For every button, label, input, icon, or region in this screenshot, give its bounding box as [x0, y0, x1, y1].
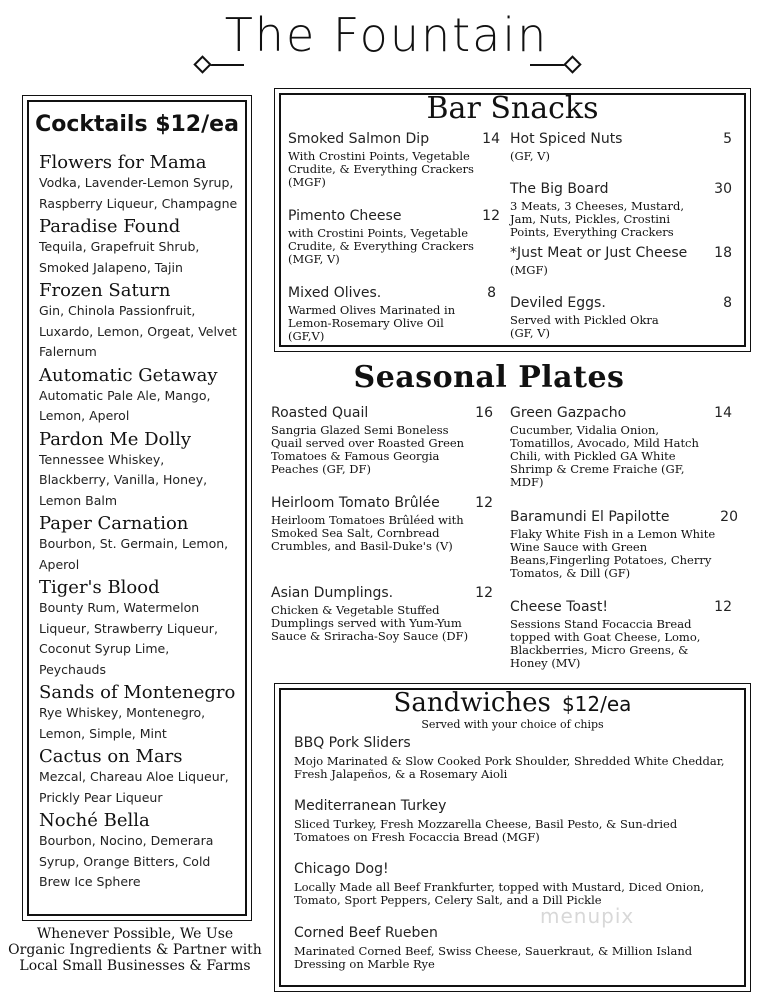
cocktail-item — [39, 810, 239, 893]
item-description: Served with Pickled Okra (GF, V) — [510, 313, 659, 340]
item-description: Mojo Marinated & Slow Cooked Pork Shoulder, Shredded White Cheddar, Fresh Jalapeños, & a Rosemary Aioli — [294, 754, 725, 781]
cocktail-item — [39, 152, 239, 214]
cocktail-description: Tequila, Grapefruit Shrub, Smoked Jalapeno, Tajin — [39, 239, 200, 275]
item-description: (MGF) — [510, 263, 548, 277]
item-price: 14 — [482, 131, 500, 147]
cocktail-description: Rye Whiskey, Montenegro, Lemon, Simple, Mint — [39, 705, 206, 741]
snack-item — [510, 131, 732, 163]
item-name: Roasted Quail — [271, 405, 369, 421]
item-price: 12 — [475, 585, 493, 601]
cocktail-description: Tennessee Whiskey, Blackberry, Vanilla, Honey, Lemon Balm — [39, 451, 208, 508]
item-price: 14 — [714, 405, 732, 421]
cocktails-title: Cocktails $12/ea — [35, 112, 239, 137]
item-price: 18 — [714, 245, 732, 261]
cocktail-description: Bourbon, Nocino, Demerara Syrup, Orange Bitters, Cold Brew Ice Sphere — [39, 833, 214, 889]
sandwiches-price: $12/ea — [561, 692, 632, 716]
item-description: With Crostini Points, Vegetable Crudite, & Everything Crackers (MGF) — [288, 149, 474, 189]
item-price: 5 — [723, 131, 732, 147]
cocktail-item — [39, 365, 239, 427]
cocktail-description: Automatic Pale Ale, Mango, Lemon, Aperol — [39, 387, 211, 423]
cocktail-name: Cactus on Mars — [39, 746, 183, 767]
item-price: 16 — [475, 405, 493, 421]
cocktail-item — [39, 682, 239, 744]
item-name: Smoked Salmon Dip — [288, 131, 430, 147]
sandwiches-subtitle: Served with your choice of chips — [421, 718, 604, 731]
snack-item — [510, 181, 732, 239]
cocktail-name: Automatic Getaway — [39, 364, 218, 386]
item-name: Green Gazpacho — [510, 405, 627, 421]
item-name: Baramundi El Papilotte — [510, 509, 670, 525]
item-description: Marinated Corned Beef, Swiss Cheese, Sauerkraut, & Million Island Dressing on Marble Rye — [294, 944, 693, 971]
item-description: Sliced Turkey, Fresh Mozzarella Cheese, Basil Pesto, & Sun-dried Tomatoes on Fresh Focaccia Bread (MGF) — [294, 817, 678, 844]
sourcing-note — [0, 926, 270, 974]
cocktail-description: Bounty Rum, Watermelon Liqueur, Strawberry Liqueur, Coconut Syrup Lime, Peychauds — [39, 600, 218, 677]
item-price: 8 — [723, 295, 732, 311]
plate-item — [271, 405, 493, 476]
sandwich-item — [294, 798, 734, 844]
item-price: 20 — [720, 509, 738, 525]
snack-item — [288, 208, 500, 266]
item-description: Heirloom Tomatoes Brûléed with Smoked Sea Salt, Cornbread Crumbles, and Basil-Duke's (V) — [271, 513, 464, 553]
item-name: Mediterranean Turkey — [294, 798, 447, 814]
item-description: Flaky White Fish in a Lemon White Wine Sauce with Green Beans,Fingerling Potatoes, Cherry Tomatos, & Dill (GF) — [510, 527, 716, 580]
item-description: 3 Meats, 3 Cheeses, Mustard, Jam, Nuts, Pickles, Crostini Points, Everything Crackers — [510, 199, 685, 239]
item-name: Asian Dumplings. — [271, 585, 394, 601]
cocktail-name: Pardon Me Dolly — [39, 428, 192, 450]
plate-item — [271, 495, 493, 553]
cocktail-description: Bourbon, St. Germain, Lemon, Aperol — [39, 536, 229, 572]
item-name: Heirloom Tomato Brûlée — [271, 495, 440, 511]
item-name: Mixed Olives. — [288, 285, 382, 301]
plate-item — [510, 405, 732, 489]
plate-item — [271, 585, 493, 643]
plate-item — [510, 509, 738, 580]
cocktail-item — [39, 513, 239, 575]
sandwich-item — [294, 735, 734, 781]
sandwiches-title: Sandwiches — [393, 688, 551, 718]
cocktail-description: Mezcal, Chareau Aloe Liqueur, Prickly Pear Liqueur — [39, 769, 229, 805]
cocktail-item — [39, 280, 239, 363]
sourcing-note-line-3: Local Small Businesses & Farms — [19, 958, 251, 974]
item-name: Chicago Dog! — [294, 861, 389, 877]
sourcing-note-line-2: Organic Ingredients & Partner with — [8, 942, 262, 958]
item-description: Sessions Stand Focaccia Bread topped with Goat Cheese, Lomo, Blackberries, Micro Greens, & Honey (MV) — [510, 617, 701, 670]
seasonal-plates-title: Seasonal Plates — [353, 360, 625, 395]
item-name: Cheese Toast! — [510, 599, 608, 615]
snack-item — [510, 295, 732, 340]
cocktail-list — [39, 150, 239, 893]
watermark: menupix — [540, 904, 635, 928]
snack-item — [288, 131, 500, 189]
snack-item — [510, 245, 732, 277]
cocktail-item — [39, 429, 239, 512]
item-price: 12 — [482, 208, 500, 224]
sourcing-note-line-1: Whenever Possible, We Use — [36, 926, 234, 942]
cocktail-description: Vodka, Lavender-Lemon Syrup, Raspberry Liqueur, Champagne — [39, 175, 238, 211]
item-name: *Just Meat or Just Cheese — [510, 245, 688, 261]
cocktail-description: Gin, Chinola Passionfruit, Luxardo, Lemon, Orgeat, Velvet Falernum — [39, 303, 237, 359]
bar-snacks-title: Bar Snacks — [426, 91, 599, 126]
cocktail-name: Paper Carnation — [39, 513, 189, 534]
item-description: Warmed Olives Marinated in Lemon-Rosemary Olive Oil (GF,V) — [288, 303, 456, 343]
sandwich-item — [294, 861, 734, 907]
sandwich-item — [294, 925, 734, 971]
item-name: BBQ Pork Sliders — [294, 735, 411, 751]
item-name: Pimento Cheese — [288, 208, 402, 224]
plate-item — [510, 599, 732, 670]
item-price: 30 — [714, 181, 732, 197]
snack-item — [288, 285, 496, 343]
sandwiches-header — [279, 688, 746, 718]
item-name: Deviled Eggs. — [510, 295, 606, 311]
item-name: Hot Spiced Nuts — [510, 131, 623, 147]
item-description: Chicken & Vegetable Stuffed Dumplings served with Yum-Yum Sauce & Sriracha-Soy Sauce (DF) — [271, 603, 469, 643]
restaurant-title: The Fountain — [224, 8, 549, 62]
cocktail-item — [39, 577, 239, 680]
cocktail-item — [39, 746, 239, 808]
item-price: 8 — [487, 285, 496, 301]
item-description: Sangria Glazed Semi Boneless Quail served over Roasted Green Tomatoes & Famous Georgia Peaches (GF, DF) — [271, 423, 465, 476]
item-description: Locally Made all Beef Frankfurter, topped with Mustard, Diced Onion, Tomato, Sport Peppers, Celery Salt, and a Dill Pickle — [294, 880, 705, 907]
item-name: The Big Board — [510, 181, 609, 197]
item-name: Corned Beef Rueben — [294, 925, 438, 941]
item-description: Cucumber, Vidalia Onion, Tomatillos, Avocado, Mild Hatch Chili, with Pickled GA White Shrimp & Creme Fraiche (GF, MDF) — [510, 423, 699, 489]
item-description: (GF, V) — [510, 149, 550, 163]
cocktail-name: Frozen Saturn — [39, 280, 171, 301]
cocktail-name: Flowers for Mama — [39, 152, 207, 173]
item-price: 12 — [475, 495, 493, 511]
cocktail-name: Paradise Found — [39, 216, 181, 237]
cocktail-name: Noché Bella — [39, 810, 150, 831]
cocktail-name: Tiger's Blood — [39, 577, 160, 598]
item-price: 12 — [714, 599, 732, 615]
cocktail-name: Sands of Montenegro — [39, 682, 236, 703]
cocktail-item — [39, 216, 239, 278]
item-description: with Crostini Points, Vegetable Crudite, & Everything Crackers (MGF, V) — [288, 226, 474, 266]
